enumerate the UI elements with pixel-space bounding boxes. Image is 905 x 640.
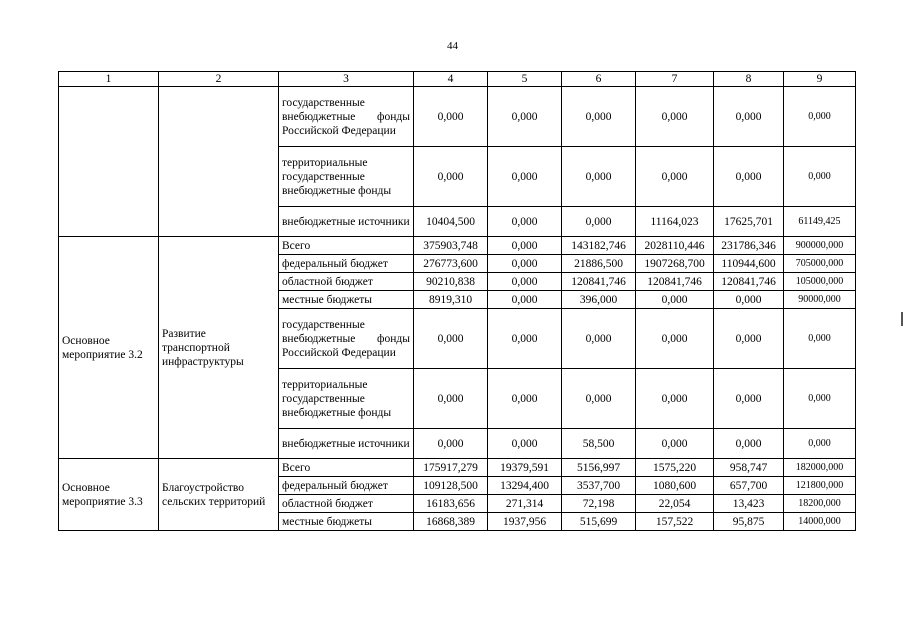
value-cell: 18200,000	[784, 495, 856, 513]
value-cell: 14000,000	[784, 513, 856, 531]
value-cell: 0,000	[784, 87, 856, 147]
value-cell: 95,875	[714, 513, 784, 531]
value-cell: 21886,500	[562, 255, 636, 273]
value-cell: 0,000	[714, 429, 784, 459]
value-cell: 0,000	[714, 309, 784, 369]
value-cell: 0,000	[784, 429, 856, 459]
header-cell: 6	[562, 72, 636, 87]
value-cell: 90210,838	[414, 273, 488, 291]
value-cell: 396,000	[562, 291, 636, 309]
value-cell: 0,000	[714, 87, 784, 147]
value-cell: 0,000	[562, 207, 636, 237]
value-cell: 0,000	[636, 147, 714, 207]
value-cell: 1907268,700	[636, 255, 714, 273]
value-cell: 110944,600	[714, 255, 784, 273]
value-cell: 1937,956	[488, 513, 562, 531]
value-cell: 120841,746	[714, 273, 784, 291]
funding-source-cell: Всего	[279, 459, 414, 477]
activity-cell: Основное мероприятие 3.3	[59, 459, 159, 531]
value-cell: 90000,000	[784, 291, 856, 309]
funding-source-cell: федеральный бюджет	[279, 477, 414, 495]
value-cell: 5156,997	[562, 459, 636, 477]
value-cell: 0,000	[784, 309, 856, 369]
page-number: 44	[447, 40, 458, 52]
funding-source-cell: территориальные государственные внебюджетные фонды	[279, 369, 414, 429]
value-cell: 0,000	[636, 309, 714, 369]
funding-source-cell: областной бюджет	[279, 273, 414, 291]
value-cell: 120841,746	[636, 273, 714, 291]
value-cell: 13,423	[714, 495, 784, 513]
funding-source-cell: областной бюджет	[279, 495, 414, 513]
activity-title-cell	[159, 87, 279, 237]
value-cell: 157,522	[636, 513, 714, 531]
value-cell: 0,000	[562, 87, 636, 147]
value-cell: 0,000	[488, 87, 562, 147]
value-cell: 0,000	[714, 369, 784, 429]
funding-source-cell: Всего	[279, 237, 414, 255]
value-cell: 1575,220	[636, 459, 714, 477]
value-cell: 0,000	[636, 291, 714, 309]
funding-source-cell: федеральный бюджет	[279, 255, 414, 273]
scan-edge-mark	[901, 312, 903, 326]
value-cell: 705000,000	[784, 255, 856, 273]
header-cell: 2	[159, 72, 279, 87]
value-cell: 958,747	[714, 459, 784, 477]
value-cell: 2028110,446	[636, 237, 714, 255]
value-cell: 0,000	[488, 369, 562, 429]
value-cell: 0,000	[562, 147, 636, 207]
value-cell: 16868,389	[414, 513, 488, 531]
value-cell: 3537,700	[562, 477, 636, 495]
value-cell: 271,314	[488, 495, 562, 513]
value-cell: 10404,500	[414, 207, 488, 237]
value-cell: 19379,591	[488, 459, 562, 477]
header-cell: 8	[714, 72, 784, 87]
budget-table	[58, 71, 856, 531]
value-cell: 0,000	[488, 255, 562, 273]
value-cell: 0,000	[562, 369, 636, 429]
value-cell: 109128,500	[414, 477, 488, 495]
value-cell: 22,054	[636, 495, 714, 513]
header-cell: 3	[279, 72, 414, 87]
header-cell: 7	[636, 72, 714, 87]
value-cell: 0,000	[488, 237, 562, 255]
funding-source-cell: территориальные государственные внебюджетные фонды	[279, 147, 414, 207]
value-cell: 72,198	[562, 495, 636, 513]
header-row	[59, 72, 856, 87]
funding-source-cell: государственные внебюджетные фонды Российской Федерации	[279, 87, 414, 147]
value-cell: 515,699	[562, 513, 636, 531]
value-cell: 0,000	[636, 429, 714, 459]
value-cell: 276773,600	[414, 255, 488, 273]
value-cell: 0,000	[784, 369, 856, 429]
value-cell: 0,000	[488, 309, 562, 369]
value-cell: 0,000	[636, 369, 714, 429]
funding-source-cell: внебюджетные источники	[279, 429, 414, 459]
value-cell: 231786,346	[714, 237, 784, 255]
value-cell: 121800,000	[784, 477, 856, 495]
value-cell: 0,000	[714, 291, 784, 309]
header-cell: 9	[784, 72, 856, 87]
value-cell: 375903,748	[414, 237, 488, 255]
header-cell: 1	[59, 72, 159, 87]
value-cell: 120841,746	[562, 273, 636, 291]
value-cell: 0,000	[488, 273, 562, 291]
value-cell: 1080,600	[636, 477, 714, 495]
value-cell: 0,000	[784, 147, 856, 207]
value-cell: 105000,000	[784, 273, 856, 291]
header-cell: 5	[488, 72, 562, 87]
value-cell: 0,000	[562, 309, 636, 369]
value-cell: 0,000	[414, 147, 488, 207]
funding-source-cell: государственные внебюджетные фонды Российской Федерации	[279, 309, 414, 369]
value-cell: 0,000	[414, 369, 488, 429]
value-cell: 0,000	[414, 87, 488, 147]
value-cell: 0,000	[488, 207, 562, 237]
value-cell: 182000,000	[784, 459, 856, 477]
value-cell: 0,000	[714, 147, 784, 207]
value-cell: 900000,000	[784, 237, 856, 255]
value-cell: 16183,656	[414, 495, 488, 513]
activity-title-cell: Развитие транспортной инфраструктуры	[159, 237, 279, 459]
value-cell: 17625,701	[714, 207, 784, 237]
value-cell: 175917,279	[414, 459, 488, 477]
funding-source-cell: местные бюджеты	[279, 291, 414, 309]
value-cell: 0,000	[488, 147, 562, 207]
value-cell: 0,000	[414, 309, 488, 369]
value-cell: 0,000	[636, 87, 714, 147]
table-row	[59, 459, 856, 477]
header-cell: 4	[414, 72, 488, 87]
activity-cell	[59, 87, 159, 237]
value-cell: 58,500	[562, 429, 636, 459]
funding-source-cell: местные бюджеты	[279, 513, 414, 531]
activity-cell: Основное мероприятие 3.2	[59, 237, 159, 459]
value-cell: 143182,746	[562, 237, 636, 255]
value-cell: 8919,310	[414, 291, 488, 309]
value-cell: 13294,400	[488, 477, 562, 495]
activity-title-cell: Благоустройство сельских территорий	[159, 459, 279, 531]
value-cell: 11164,023	[636, 207, 714, 237]
value-cell: 657,700	[714, 477, 784, 495]
value-cell: 0,000	[488, 291, 562, 309]
funding-source-cell: внебюджетные источники	[279, 207, 414, 237]
value-cell: 0,000	[488, 429, 562, 459]
value-cell: 0,000	[414, 429, 488, 459]
value-cell: 61149,425	[784, 207, 856, 237]
table-row	[59, 87, 856, 147]
table-row	[59, 237, 856, 255]
